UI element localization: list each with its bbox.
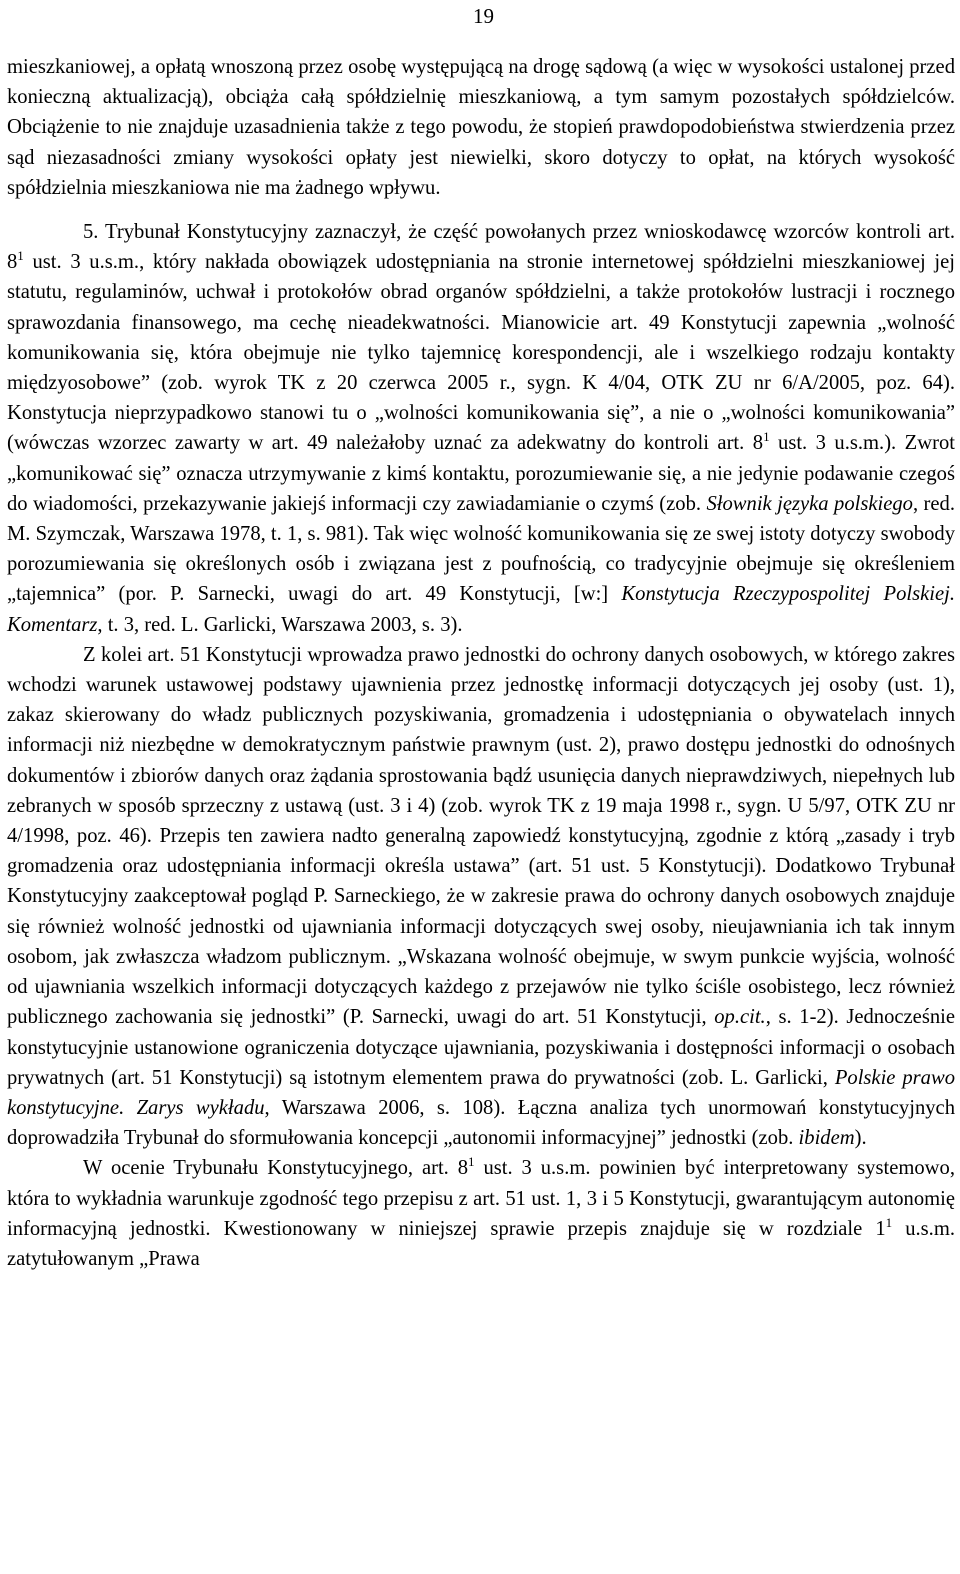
paragraph <box>7 52 955 203</box>
italic-citation: Polskie prawo konstytucyjne. Zarys wykładu <box>7 1066 955 1119</box>
text-segment: ust. 3 u.s.m. powinien być interpretowany systemowo, która to wykładnia warunkuje zgodność tego przepisu z art. 51 ust. 1, 3 i 5 Konstytucji, gwarantującym autonomię informacyjną jednostki. Kwestionowany w niniejszej sprawie przepis znajduje się w rozdziale 1 <box>7 1157 955 1240</box>
italic-citation: op.cit. <box>714 1006 766 1029</box>
superscript: 1 <box>885 1214 893 1230</box>
italic-citation: ibidem <box>798 1127 855 1150</box>
superscript: 1 <box>763 429 770 445</box>
text-segment: , s. 1-2). Jednocześnie konstytucyjnie ustanowione ograniczenia dotyczące ujawniania, pozyskiwania i dostępności informacji o osobach prywatnych (art. 51 Konstytucji) są istotnym elementem prawa do prywatności (zob. L. Garlicki, <box>7 1006 955 1089</box>
paragraph <box>7 1153 955 1274</box>
superscript: 1 <box>17 248 24 264</box>
text-segment: , red. M. Szymczak, Warszawa 1978, t. 1, s. 981). Tak więc wolność komunikowania się ze swej istoty dotyczy swobody porozumiewania się określonych osób i związana jest z poufnością, co tradycyjnie obejmuje się określeniem „tajemnica” (por. P. Sarnecki, uwagi do art. 49 Konstytucji, [w:] <box>7 492 955 606</box>
text-segment: ). <box>854 1127 867 1150</box>
superscript: 1 <box>468 1154 475 1170</box>
text-segment: mieszkaniowej, a opłatą wnoszoną przez osobę występującą na drogę sądową (a więc w wysokości ustalonej przed konieczną aktualizacją), obciąża całą spółdzielnię mieszkaniową, a tym samym pozostałych spółdzielców. Obciążenie to nie znajduje uzasadnienia także z tego powodu, że stopień prawdopodobieństwa stwierdzenia przez sąd niezasadności zmiany wysokości opłaty jest niewielki, skoro dotyczy to opłat, na których wysokość spółdzielnia mieszkaniowa nie ma żadnego wpływu. <box>7 56 955 199</box>
document-body <box>7 52 955 1274</box>
text-segment: Z kolei art. 51 Konstytucji wprowadza prawo jednostki do ochrony danych osobowych, w którego zakres wchodzi warunek ustawowej podstawy ujawnienia przez jednostkę informacji dotyczących jej osoby (ust. 1), zakaz skierowany do władz publicznych pozyskiwania, gromadzenia i udostępniania o obywatelach innych informacji niż niezbędne w demokratycznym państwie prawnym (ust. 2), prawo dostępu jednostki do odnośnych dokumentów i zbiorów danych oraz żądania sprostowania bądź usunięcia danych nieprawdziwych, niepełnych lub zebranych w sposób sprzeczny z ustawą (ust. 3 i 4) (zob. wyrok TK z 19 maja 1998 r., sygn. U 5/97, OTK ZU nr 4/1998, poz. 46). Przepis ten zawiera nadto generalną zapowiedź konstytucyjną, zgodnie z którą „zasady i tryb gromadzenia oraz udostępniania informacji określa ustawa” (art. 51 ust. 5 Konstytucji). Dodatkowo Trybunał Konstytucyjny zaakceptował pogląd P. Sarneckiego, że w zakresie prawa do ochrony danych osobowych znajduje się również wolność jednostki od ujawniania informacji dotyczących swej osoby, nieujawniania ich tak innym osobom, jak zwłaszcza władzom publicznym. „Wskazana wolność obejmuje, w swym punkcie wyjścia, wolność od ujawniania wszelkich informacji dotyczących każdego z przejawów nie tylko ściśle osobistego, lecz również publicznego zachowania się jednostki” (P. Sarnecki, uwagi do art. 51 Konstytucji, <box>7 643 955 1029</box>
italic-citation: Konstytucja Rzeczypospolitej Polskiej. Komentarz <box>7 583 955 636</box>
text-segment: u.s.m. zatytułowanym „Prawa <box>7 1217 955 1270</box>
text-segment: ust. 3 u.s.m., który nakłada obowiązek udostępniania na stronie internetowej spółdzielni mieszkaniowej jej statutu, regulaminów, uchwał i protokołów obrad organów spółdzielni, a także protokołów lustracji i rocznego sprawozdania finansowego, ma cechę nieadekwatności. Mianowicie art. 49 Konstytucji zapewnia „wolność komunikowania się, która obejmuje nie tylko tajemnicę korespondencji, ale i wszelkiego rodzaju kontakty międzyosobowe” (zob. wyrok TK z 20 czerwca 2005 r., sygn. K 4/04, OTK ZU nr 6/A/2005, poz. 64). Konstytucja nieprzypadkowo stanowi tu o „wolności komunikowania się”, a nie o „wolności komunikowania” (wówczas wzorzec zawarty w art. 49 należałoby uznać za adekwatny do kontroli art. 8 <box>7 251 955 455</box>
page-number: 19 <box>473 4 494 28</box>
text-segment: 5. Trybunał Konstytucyjny zaznaczył, że część powołanych przez wnioskodawcę wzorców kontroli art. 8 <box>7 221 955 274</box>
text-segment: , Warszawa 2006, s. 108). Łączna analiza tych unormowań konstytucyjnych doprowadziła Trybunał do sformułowania koncepcji „autonomii informacyjnej” jednostki (zob. <box>7 1096 955 1150</box>
italic-citation: Słownik języka polskiego <box>706 492 913 515</box>
text-segment: W ocenie Trybunału Konstytucyjnego, art. 8 <box>83 1157 469 1180</box>
paragraph <box>7 217 955 640</box>
text-segment: ust. 3 u.s.m.). Zwrot „komunikować się” oznacza utrzymywanie z kimś kontaktu, porozumiewanie się, a nie jedynie podawanie czegoś do wiadomości, przekazywanie jakiejś informacji czy zawiadamianie o czymś (zob. <box>7 432 955 515</box>
paragraph <box>7 640 955 1153</box>
text-segment: , t. 3, red. L. Garlicki, Warszawa 2003, s. 3). <box>97 613 463 636</box>
